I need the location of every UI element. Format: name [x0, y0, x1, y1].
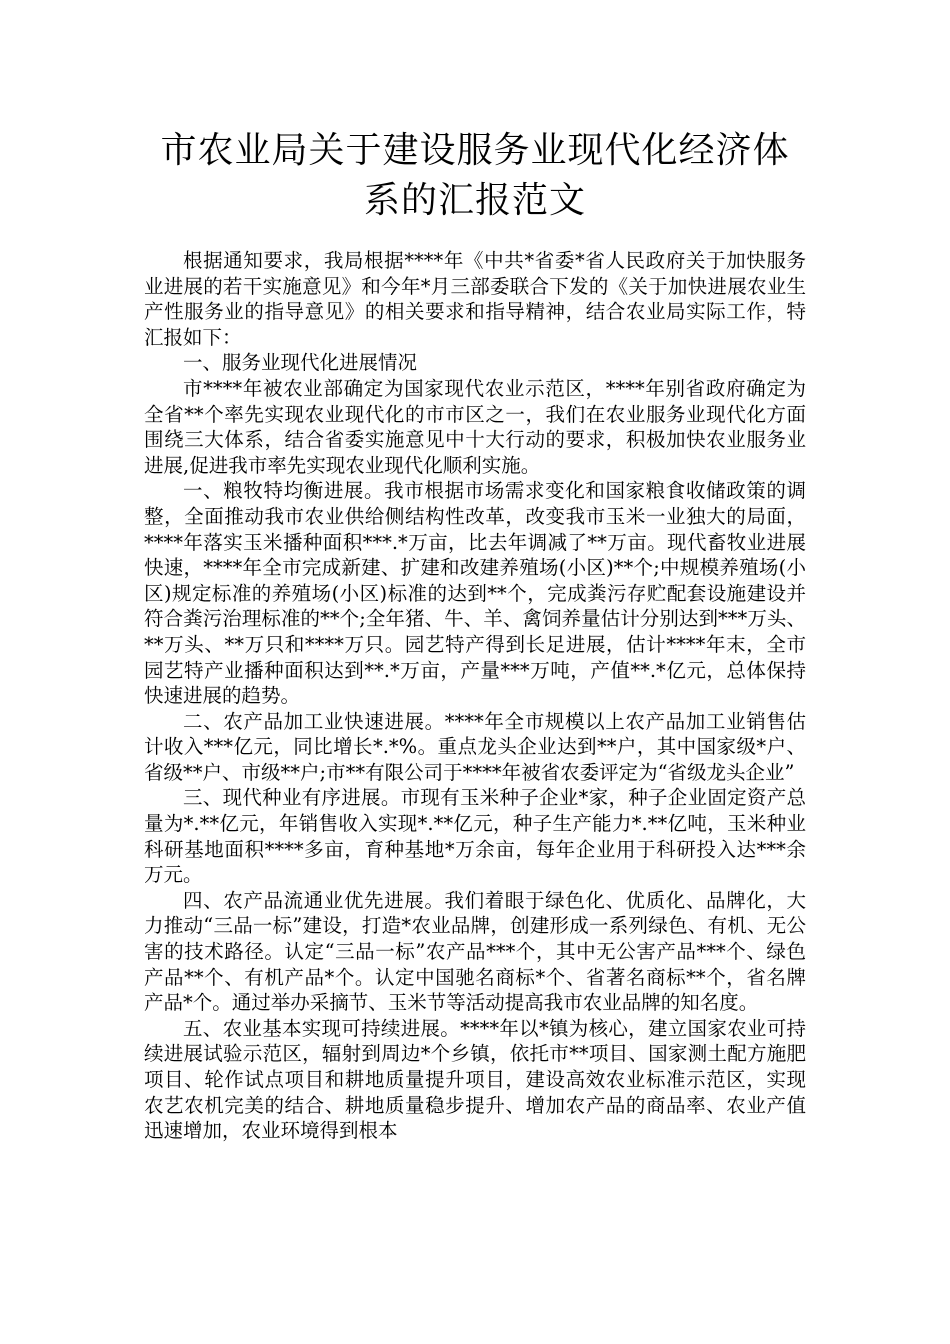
- paragraph-item-5: 五、农业基本实现可持续进展。****年以*镇为核心，建立国家农业可持续进展试验示范区，辐射到周边*个乡镇，依托市**项目、国家测土配方施肥项目、轮作试点项目和耕地质量提升项目，建设高效农业标准示范区，实现农艺农机完美的结合、耕地质量稳步提升、增加农产品的商品率、农业产值迅速增加，农业环境得到根本: [144, 1016, 806, 1143]
- paragraph-item-3: 三、现代种业有序进展。市现有玉米种子企业*家，种子企业固定资产总量为*.**亿元，年销售收入实现*.**亿元，种子生产能力*.**亿吨，玉米种业科研基地面积****多亩，育种基地*万余亩，每年企业用于科研投入达***余万元。: [144, 786, 806, 887]
- title-line-2: 系的汇报范文: [363, 180, 586, 221]
- paragraph-intro: 根据通知要求，我局根据****年《中共*省委*省人民政府关于加快服务业进展的若干实施意见》和今年*月三部委联合下发的《关于加快进展农业生产性服务业的指导意见》的相关要求和指导精神，结合农业局实际工作，特汇报如下：: [144, 249, 806, 349]
- document-title: [120, 126, 830, 226]
- paragraph-item-4: 四、农产品流通业优先进展。我们着眼于绿色化、优质化、品牌化，大力推动“三品一标”建设，打造*农业品牌，创建形成一系列绿色、有机、无公害的技术路径。认定“三品一标”农产品***个，其中无公害产品***个、绿色产品**个、有机产品*个。认定中国驰名商标*个、省著名商标**个，省名牌产品*个。通过举办采摘节、玉米节等活动提高我市农业品牌的知名度。: [144, 888, 806, 1015]
- section-heading: 一、服务业现代化进展情况: [183, 351, 418, 375]
- paragraph-item-1: 一、粮牧特均衡进展。我市根据市场需求变化和国家粮食收储政策的调整，全面推动我市农业供给侧结构性改革，改变我市玉米一业独大的局面，****年落实玉米播种面积***.*万亩，比去年调减了**万亩。现代畜牧业进展快速，****年全市完成新建、扩建和改建养殖场(小区)**个;中规模养殖场(小区)规定标准的养殖场(小区)标准的达到**个，完成粪污存贮配套设施建设并符合粪污治理标准的**个;全年猪、牛、羊、禽饲养量估计分别达到***万头、**万头、**万只和****万只。园艺特产得到长足进展，估计****年末，全市园艺特产业播种面积达到**.*万亩，产量***万吨，产值**.*亿元，总体保持快速进展的趋势。: [144, 479, 806, 708]
- document-body: [144, 248, 806, 1144]
- paragraph-item-2: 二、农产品加工业快速进展。****年全市规模以上农产品加工业销售估计收入***亿元，同比增长*.*%。重点龙头企业达到**户，其中国家级*户、省级**户、市级**户;市**有限公司于****年被省农委评定为“省级龙头企业”: [144, 709, 806, 784]
- paragraph-overview: 市****年被农业部确定为国家现代农业示范区，****年别省政府确定为全省**个率先实现农业现代化的市市区之一，我们在农业服务业现代化方面围绕三大体系，结合省委实施意见中十大行动的要求，积极加快农业服务业进展,促进我市率先实现农业现代化顺利实施。: [144, 376, 806, 477]
- title-line-1: 市农业局关于建设服务业现代化经济体: [160, 130, 790, 171]
